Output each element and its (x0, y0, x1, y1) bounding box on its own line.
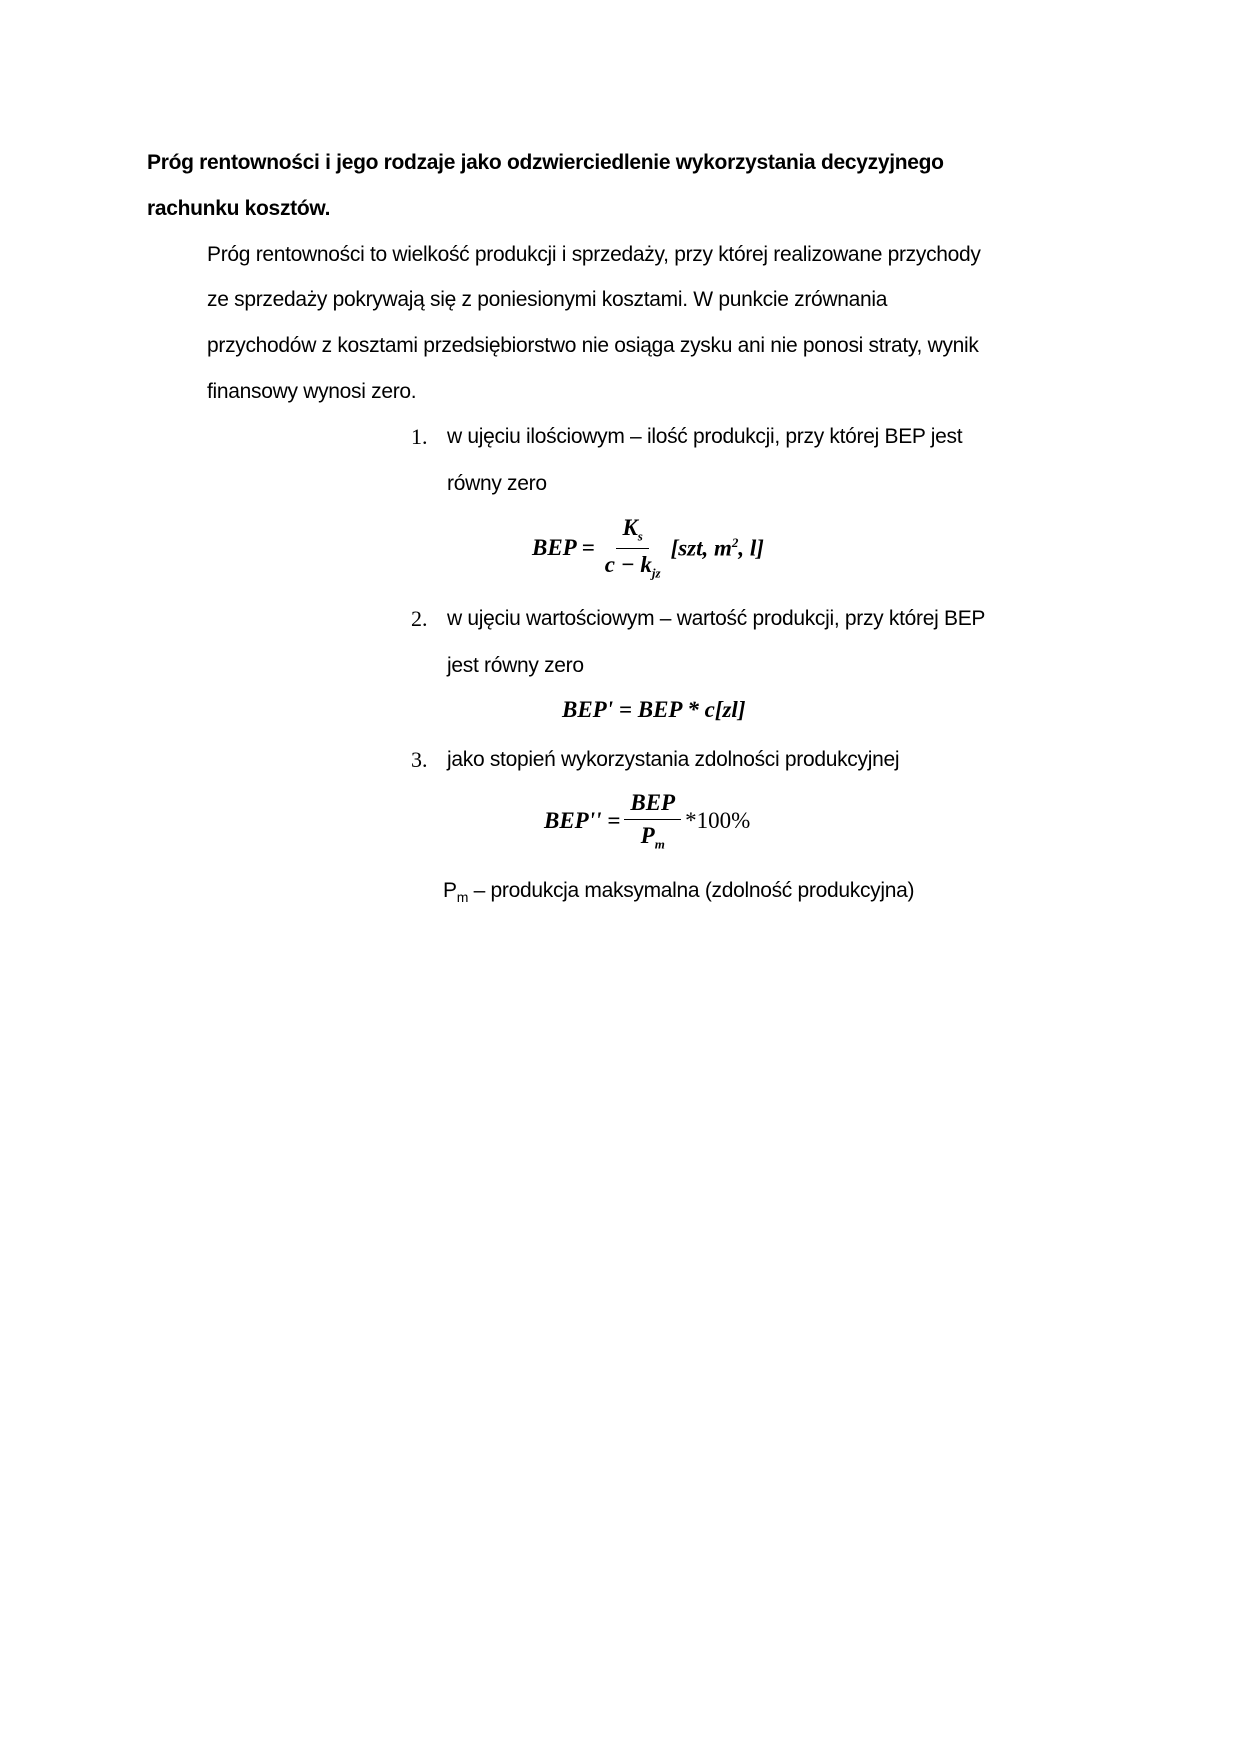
list-item-text: w ujęciu wartościowym – wartość produkcji, przy której BEP (447, 607, 986, 630)
unit: [szt, $m^2$, l] (670, 534, 764, 561)
paragraph-line: Próg rentowności to wielkość produkcji i sprzedaży, przy której realizowane przychody (207, 243, 981, 266)
numerator-sub: s (637, 528, 643, 544)
symbol-legend: $P_m$ – produkcja maksymalna (zdolność produkcyjna) (443, 879, 915, 906)
numerator: BEP (624, 790, 681, 820)
denominator: c − k (604, 551, 652, 577)
document-title-line-2: rachunku kosztów. (147, 197, 331, 220)
denominator-sub: jz (651, 565, 661, 581)
fraction (624, 790, 681, 853)
list-item-text: równy zero (447, 472, 547, 495)
list-item-text: jest równy zero (447, 654, 584, 677)
list-number: 3. (411, 747, 428, 772)
formula-lhs: BEP'' = (544, 808, 621, 834)
formula-lhs: BEP = (532, 535, 595, 561)
paragraph-line: ze sprzedaży pokrywają się z poniesionymi kosztami. W punkcie zrównania (207, 288, 888, 311)
paragraph-line: finansowy wynosi zero. (207, 380, 417, 403)
formula-rhs: *100% (685, 808, 751, 834)
formula-bep-value: BEP' = BEP * c[zl] (562, 697, 746, 722)
list-item-text: jako stopień wykorzystania zdolności produkcyjnej (447, 748, 900, 771)
formula-bep-capacity (544, 790, 750, 853)
paragraph-line: przychodów z kosztami przedsiębiorstwo nie osiąga zysku ani nie ponosi straty, wynik (207, 334, 979, 357)
list-number: 2. (411, 606, 428, 631)
formula-bep-quantity (532, 515, 764, 581)
numerator: K (622, 515, 638, 540)
fraction (599, 515, 667, 581)
denominator: P (640, 823, 655, 848)
list-item-text: w ujęciu ilościowym – ilość produkcji, przy której BEP jest (447, 425, 963, 448)
document-title-line-1: Próg rentowności i jego rodzaje jako odzwierciedlenie wykorzystania decyzyjnego (147, 151, 944, 174)
denominator-sub: m (654, 836, 665, 852)
list-number: 1. (411, 424, 428, 449)
